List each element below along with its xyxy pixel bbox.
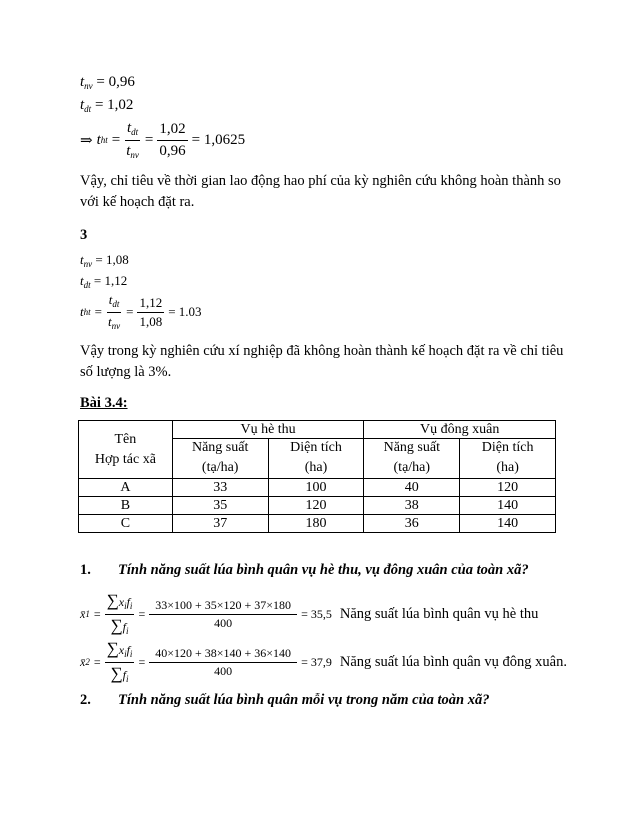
formula-tdt-2: $t_{dt} = 1,12$: [80, 273, 128, 290]
formula-tnv-2: $t_{nv} = 1,08$: [80, 252, 129, 269]
formula-tht-2: t ht = $\frac{t_{dt}}{t_{nv}}$ = $\frac{1,12}{1,08}$ = 1.03: [80, 292, 202, 331]
equation-mean-2: x̄ 2 = $\frac{\sum x_if_i}{\sum f_i}$ = $\frac{40\times 120 + 38\times 140 + 36\times 140}{400}$ = 37,9 Năng suất lúa bình quân vụ đông xuân.: [80, 639, 567, 684]
section-number-3: 3: [80, 227, 88, 243]
paragraph-1-line-2: với kế hoạch đặt ra.: [80, 194, 195, 210]
question-2-number: 2.: [80, 692, 91, 708]
table-unit-nang-suat-1: (tạ/ha): [172, 456, 268, 479]
table-unit-dien-tich-2: (ha): [460, 456, 556, 479]
table-header-nang-suat-1: Năng suất: [172, 439, 268, 457]
cooperative-table: [78, 420, 556, 533]
table-row: B 35 120 38 140: [79, 497, 556, 515]
formula-tdt-1: $t_{dt} = 1,02$: [80, 97, 134, 114]
table-header-dien-tich-2: Diện tích: [460, 439, 556, 457]
equation-mean-1: x̄ 1 = $\frac{\sum x_if_i}{\sum f_i}$ = $\frac{33\times 100 + 35\times 120 + 37\times 180}{400}$ = 35,5 Năng suất lúa bình quân vụ hè thu: [80, 591, 539, 636]
paragraph-1-line-1: Vậy, chỉ tiêu về thời gian lao động hao phí của kỳ nghiên cứu không hoàn thành so: [80, 173, 561, 189]
table-unit-nang-suat-2: (tạ/ha): [364, 456, 460, 479]
formula-tnv-1: $t_{nv} = 0,96$: [80, 74, 135, 91]
exercise-title: Bài 3.4:: [80, 395, 128, 411]
table-group-he-thu: Vụ hè thu: [172, 421, 364, 439]
paragraph-2-line-2: số lượng là 3%.: [80, 364, 172, 380]
formula-tht-1: ⇒ t ht = $\frac{t_{dt}}{t_{nv}}$ = $\frac{1,02}{0,96}$ = 1,0625: [80, 120, 246, 160]
paragraph-2-line-1: Vậy trong kỳ nghiên cứu xí nghiệp đã không hoàn thành kế hoạch đặt ra về chỉ tiêu: [80, 343, 564, 359]
table-header-dien-tich-1: Diện tích: [268, 439, 364, 457]
table-group-dong-xuan: Vụ đông xuân: [364, 421, 556, 439]
question-2-text: Tính năng suất lúa bình quân mỗi vụ trong năm của toàn xã?: [118, 692, 490, 708]
question-1-number: 1.: [80, 562, 91, 578]
table-corner-header: Tên Hợp tác xã: [79, 421, 173, 479]
table-unit-dien-tich-1: (ha): [268, 456, 364, 479]
table-header-nang-suat-2: Năng suất: [364, 439, 460, 457]
question-1-text: Tính năng suất lúa bình quân vụ hè thu, vụ đông xuân của toàn xã?: [118, 562, 529, 578]
table-row: A 33 100 40 120: [79, 479, 556, 497]
table-row: C 37 180 36 140: [79, 515, 556, 533]
